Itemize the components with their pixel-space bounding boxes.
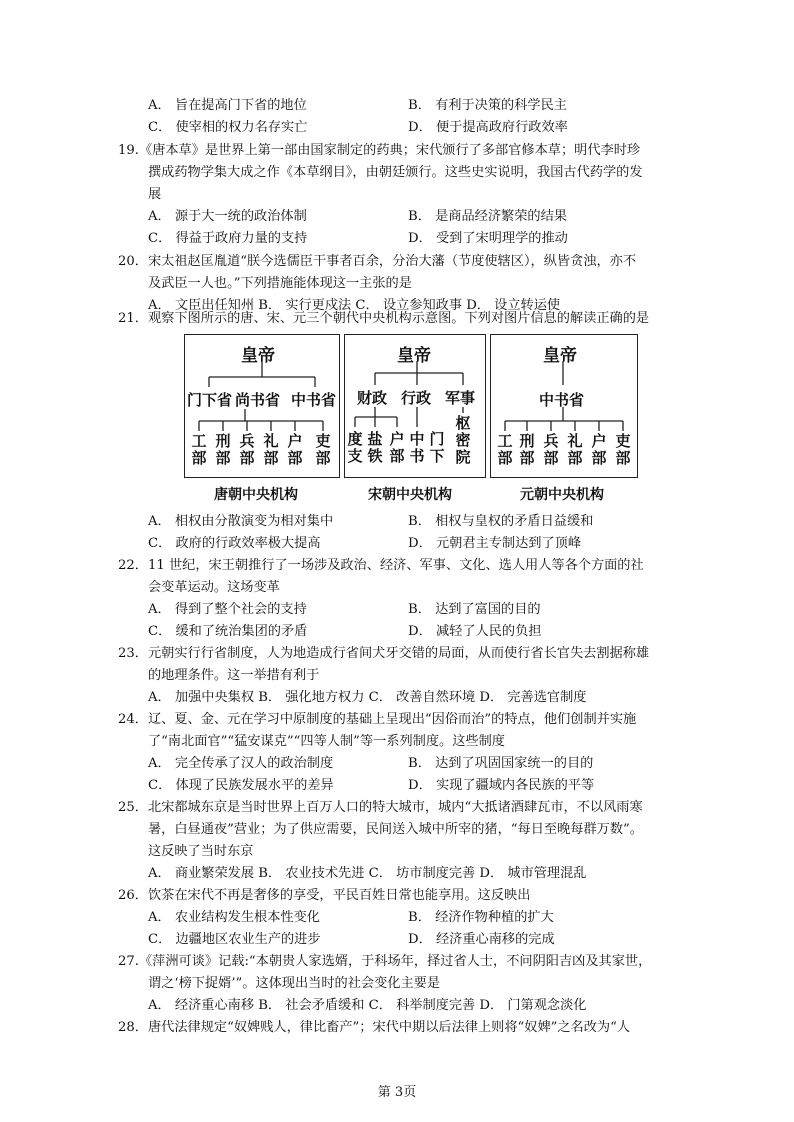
yuan-bingbu: 兵部 bbox=[543, 432, 559, 467]
q26-option-b: B． 经济作物种植的扩大 bbox=[408, 910, 554, 925]
q19-stem-line1: 19.《唐本草》是世界上第一部由国家制定的药典；宋代颁行了多部官修本草；明代李时珍 bbox=[118, 143, 641, 158]
q26-stem-line1: 26．饮茶在宋代不再是奢侈的享受，平民百姓日常也能享用。这反映出 bbox=[118, 888, 531, 903]
tang-libu-personnel: 吏部 bbox=[315, 432, 331, 467]
q22-option-a: A． 得到了整个社会的支持 bbox=[148, 602, 307, 617]
tang-zhongshu: 中书省 bbox=[291, 391, 337, 409]
yuan-libu-personnel: 吏部 bbox=[615, 432, 631, 467]
song-hubu: 户部 bbox=[389, 430, 405, 465]
tang-menxia: 门下省 bbox=[187, 391, 233, 409]
q22-stem-line1: 22．11 世纪，宋王朝推行了一场涉及政治、经济、军事、文化、选人用人等各个方面的社 bbox=[118, 558, 644, 573]
q27-options: A． 经济重心南移 B． 社会矛盾缓和 C． 科举制度完善 D． 门第观念淡化 bbox=[148, 998, 587, 1013]
q20-stem-line2: 及武臣一人也。”下列措施能体现这一主张的是 bbox=[148, 276, 412, 291]
central-institutions-diagram bbox=[184, 334, 638, 506]
q25-stem-line2: 暑，白昼通夜”营业；为了供应需要，民间送入城中所宰的猪，“每日至晚每群万数”。 bbox=[148, 822, 643, 837]
q21-stem-line1: 21．观察下图所示的唐、宋、元三个朝代中央机构示意图。下列对图片信息的解读正确的是 bbox=[118, 311, 650, 326]
song-duzhi: 度支 bbox=[347, 430, 363, 465]
song-yantie: 盐铁 bbox=[367, 430, 383, 465]
q25-stem-line3: 这反映了当时东京 bbox=[148, 844, 254, 859]
tang-emperor: 皇帝 bbox=[241, 346, 275, 366]
tang-shangshu: 尚书省 bbox=[235, 391, 281, 409]
q22-stem-line2: 会变革运动。这场变革 bbox=[148, 580, 280, 595]
q24-stem-line1: 24．辽、夏、金、元在学习中原制度的基础上呈现出“因俗而治”的特点，他们创制并实施 bbox=[118, 712, 637, 727]
q24-option-c: C． 体现了民族发展水平的差异 bbox=[148, 778, 334, 793]
q23-stem-line1: 23．元朝实行行省制度，人为地造成行省间犬牙交错的局面，从而使行省长官失去割据称雄 bbox=[118, 646, 650, 661]
q18-option-a: A． 旨在提高门下省的地位 bbox=[148, 98, 307, 113]
q19-option-a: A． 源于大一统的政治体制 bbox=[148, 209, 307, 224]
q19-stem-line3: 展 bbox=[148, 187, 162, 202]
song-menxia: 门下 bbox=[429, 430, 445, 465]
yuan-emperor: 皇帝 bbox=[543, 346, 577, 366]
yuan-zhongshu: 中书省 bbox=[539, 391, 585, 409]
q23-stem-line2: 的地理条件。这一举措有利于 bbox=[148, 668, 320, 683]
song-zhongshu: 中书 bbox=[409, 430, 425, 465]
q20-options: A． 文臣出任知州 B． 实行更戍法 C． 设立参知政事 D． 设立转运使 bbox=[148, 298, 561, 313]
q27-stem-line1: 27.《萍洲可谈》记载:“本朝贵人家选婿，于科场年，择过省人士，不问阴阳吉凶及其家世， bbox=[118, 954, 652, 969]
q26-option-c: C． 边疆地区农业生产的进步 bbox=[148, 932, 321, 947]
q18-option-b: B． 有利于决策的科学民主 bbox=[408, 98, 567, 113]
q21-option-a: A． 相权由分散演变为相对集中 bbox=[148, 514, 334, 529]
tang-gongbu: 工部 bbox=[191, 432, 207, 467]
tang-hubu: 户部 bbox=[287, 432, 303, 467]
q19-option-b: B． 是商品经济繁荣的结果 bbox=[408, 209, 567, 224]
q27-stem-line2: 谓之‘榜下捉婿’”。这体现出当时的社会变化主要是 bbox=[148, 976, 441, 991]
q23-options: A． 加强中央集权 B． 强化地方权力 C． 改善自然环境 D． 完善选官制度 bbox=[148, 690, 587, 705]
q24-option-b: B． 达到了巩固国家统一的目的 bbox=[408, 756, 594, 771]
q26-option-a: A． 农业结构发生根本性变化 bbox=[148, 910, 320, 925]
yuan-caption: 元朝中央机构 bbox=[520, 487, 604, 503]
tang-libu: 礼部 bbox=[263, 432, 279, 467]
song-shumiyuan: 枢密院 bbox=[455, 414, 471, 466]
q24-option-d: D． 实现了疆域内各民族的平等 bbox=[408, 778, 595, 793]
song-emperor: 皇帝 bbox=[397, 346, 431, 366]
yuan-libu: 礼部 bbox=[567, 432, 583, 467]
q25-options: A． 商业繁荣发展 B． 农业技术先进 C． 坊市制度完善 D． 城市管理混乱 bbox=[148, 866, 587, 881]
tang-panel bbox=[184, 334, 340, 478]
song-panel bbox=[344, 334, 486, 478]
page-number: 第 3页 bbox=[377, 1085, 417, 1100]
q22-option-c: C． 缓和了统治集团的矛盾 bbox=[148, 624, 308, 639]
q19-stem-line2: 撰成药物学集大成之作《本草纲目》，由朝廷颁行。这些史实说明，我国古代药学的发 bbox=[148, 165, 643, 180]
q26-option-d: D． 经济重心南移的完成 bbox=[408, 932, 555, 947]
q22-option-d: D． 减轻了人民的负担 bbox=[408, 624, 542, 639]
yuan-panel bbox=[490, 334, 638, 478]
q19-option-d: D． 受到了宋明理学的推动 bbox=[408, 231, 568, 246]
q20-stem-line1: 20．宋太祖赵匡胤道“朕今选儒臣干事者百余，分治大藩（节度使辖区），纵皆贪浊，亦不 bbox=[118, 254, 637, 269]
song-caption: 宋朝中央机构 bbox=[368, 487, 452, 503]
yuan-hubu: 户部 bbox=[591, 432, 607, 467]
song-finance: 财政 bbox=[357, 389, 388, 407]
q18-option-c: C． 使宰相的权力名存实亡 bbox=[148, 120, 308, 135]
q19-option-c: C． 得益于政府力量的支持 bbox=[148, 231, 308, 246]
tang-xingbu: 刑部 bbox=[215, 432, 231, 467]
q24-option-a: A． 完全传承了汉人的政治制度 bbox=[148, 756, 334, 771]
q22-option-b: B． 达到了富国的目的 bbox=[408, 602, 541, 617]
q21-option-d: D． 元朝君主专制达到了顶峰 bbox=[408, 536, 582, 551]
q24-stem-line2: 了“南北面官”“猛安谋克”“四等人制”等一系列制度。这些制度 bbox=[148, 734, 505, 749]
q21-option-c: C． 政府的行政效率极大提高 bbox=[148, 536, 321, 551]
yuan-gongbu: 工部 bbox=[497, 432, 513, 467]
yuan-xingbu: 刑部 bbox=[519, 432, 535, 467]
q28-stem-line1: 28．唐代法律规定“奴婢贱人，律比畜产”；宋代中期以后法律上则将“奴婢”之名改为“人 bbox=[118, 1020, 631, 1035]
q25-stem-line1: 25．北宋都城东京是当时世界上百万人口的特大城市，城内“大抵诸酒肆瓦市，不以风雨寒 bbox=[118, 800, 643, 815]
tang-caption: 唐朝中央机构 bbox=[214, 487, 298, 503]
song-military: 军事 bbox=[445, 389, 476, 407]
q21-option-b: B． 相权与皇权的矛盾日益缓和 bbox=[408, 514, 594, 529]
tang-bingbu: 兵部 bbox=[239, 432, 255, 467]
q18-option-d: D． 便于提高政府行政效率 bbox=[408, 120, 568, 135]
song-administration: 行政 bbox=[401, 389, 432, 407]
